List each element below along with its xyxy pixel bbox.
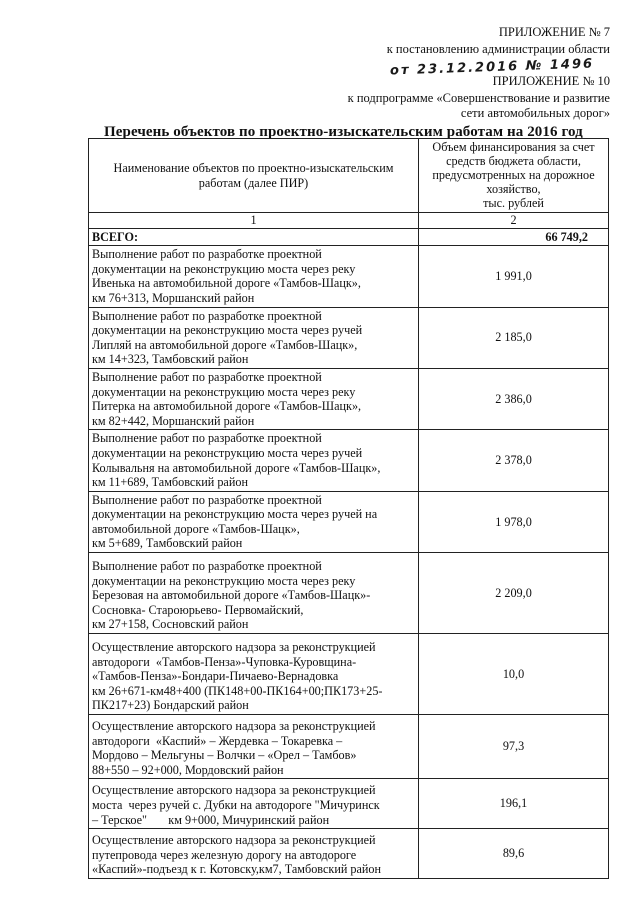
object-name-line: автодороги «Каспий» – Жердевка – Токаревка – <box>92 733 343 748</box>
objects-table <box>88 138 609 879</box>
object-name-line: Осуществление авторского надзора за реконструкцией <box>92 833 376 848</box>
object-name-line: 88+550 – 92+000, Мордовский район <box>92 762 284 777</box>
appendix-10-reference-line1: к подпрограмме «Совершенствование и развитие <box>347 91 610 105</box>
object-name-cell <box>89 491 419 552</box>
object-name-line: документации на реконструкцию моста через ручей <box>92 323 363 338</box>
page-title: Перечень объектов по проектно-изыскательским работам на 2016 год <box>104 124 583 140</box>
financing-value: 2 386,0 <box>419 368 609 429</box>
appendix-7-reference: к постановлению администрации области <box>386 42 610 56</box>
object-name-cell <box>89 634 419 715</box>
object-name-line: Осуществление авторского надзора за реконструкцией <box>92 640 376 655</box>
appendix-7-label: ПРИЛОЖЕНИЕ № 7 <box>498 25 610 39</box>
column-number-1: 1 <box>89 213 419 229</box>
financing-value: 1 991,0 <box>419 246 609 307</box>
object-name-line: км 26+671-км48+400 (ПК148+00-ПК164+00;ПК173+25- <box>92 683 383 698</box>
financing-header-line: тыс. рублей <box>483 196 544 210</box>
object-name-line: Выполнение работ по разработке проектной <box>92 559 322 574</box>
table-row <box>89 634 609 715</box>
table-body <box>89 246 609 879</box>
object-name-line: Выполнение работ по разработке проектной <box>92 308 322 323</box>
object-name-cell <box>89 553 419 634</box>
financing-value: 97,3 <box>419 715 609 779</box>
table-row <box>89 553 609 634</box>
financing-value: 196,1 <box>419 779 609 829</box>
object-name-line: документации на реконструкцию моста через реку <box>92 573 356 588</box>
total-label: ВСЕГО: <box>89 228 419 246</box>
financing-value: 10,0 <box>419 634 609 715</box>
object-name-line: автомобильной дороге «Тамбов-Шацк», <box>92 521 300 536</box>
object-name-line: автодороги «Тамбов-Пенза»-Чуповка-Куровщина- <box>92 654 357 669</box>
object-name-cell <box>89 307 419 368</box>
appendix-10-label: ПРИЛОЖЕНИЕ № 10 <box>492 74 610 88</box>
financing-value: 1 978,0 <box>419 491 609 552</box>
object-name-cell <box>89 779 419 829</box>
financing-value: 2 185,0 <box>419 307 609 368</box>
financing-header-line: Объем финансирования за счет <box>432 140 595 154</box>
object-name-cell <box>89 246 419 307</box>
object-name-line: Сосновка- Староюрьево- Первомайский, <box>92 602 304 617</box>
object-name-line: «Тамбов-Пенза»-Бондари-Пичаево-Вернадовка <box>92 669 339 684</box>
object-name-line: Выполнение работ по разработке проектной <box>92 492 322 507</box>
object-name-line: км 76+313, Моршанский район <box>92 290 255 305</box>
object-name-line: документации на реконструкцию моста через реку <box>92 261 356 276</box>
table-row <box>89 779 609 829</box>
object-name-line: Мордово – Мельгуны – Волчки – «Орел – Тамбов» <box>92 748 357 763</box>
object-name-line: Выполнение работ по разработке проектной <box>92 431 322 446</box>
object-name-line: путепровода через железную дорогу на автодороге <box>92 847 357 862</box>
financing-value: 2 209,0 <box>419 553 609 634</box>
object-name-cell <box>89 368 419 429</box>
object-name-line: км 27+158, Сосновский район <box>92 617 249 632</box>
object-name-cell <box>89 430 419 491</box>
object-name-line: Липляй на автомобильной дороге «Тамбов-Шацк», <box>92 337 358 352</box>
financing-value: 89,6 <box>419 829 609 879</box>
object-name-line: Выполнение работ по разработке проектной <box>92 247 322 262</box>
object-name-line: Березовая на автомобильной дороге «Тамбов-Шацк»- <box>92 588 371 603</box>
total-value: 66 749,2 <box>419 228 609 246</box>
object-name-line: Выполнение работ по разработке проектной <box>92 369 322 384</box>
object-name-cell <box>89 715 419 779</box>
table-row <box>89 829 609 879</box>
object-name-cell <box>89 829 419 879</box>
object-name-line: Колывальня на автомобильной дороге «Тамбов-Шацк», <box>92 460 381 475</box>
total-row <box>89 228 609 246</box>
table-row <box>89 430 609 491</box>
financing-header-line: предусмотренных на дорожное <box>432 168 595 182</box>
financing-header-line: средств бюджета области, <box>446 154 581 168</box>
object-name-line: км 5+689, Тамбовский район <box>92 536 243 551</box>
column-header-objects: Наименование объектов по проектно-изыскательским работам (далее ПИР) <box>89 139 419 213</box>
table-row <box>89 715 609 779</box>
object-name-line: км 82+442, Моршанский район <box>92 413 255 428</box>
column-header-financing <box>419 139 609 213</box>
object-name-line: документации на реконструкцию моста через ручей <box>92 445 363 460</box>
object-name-line: Осуществление авторского надзора за реконструкцией <box>92 783 376 798</box>
object-name-line: «Каспий»-подъезд к г. Котовску,км7, Тамбовский район <box>92 862 382 877</box>
object-name-line: моста через ручей с. Дубки на автодороге "Мичуринск <box>92 797 380 812</box>
handwritten-date-number: от 23.12.2016 № 1496 <box>389 56 595 79</box>
object-name-line: документации на реконструкцию моста через ручей на <box>92 507 378 522</box>
object-name-line: – Терское" км 9+000, Мичуринский район <box>92 812 330 827</box>
financing-value: 2 378,0 <box>419 430 609 491</box>
table-row <box>89 491 609 552</box>
object-name-line: Ивенька на автомобильной дороге «Тамбов-Шацк», <box>92 276 361 291</box>
table-header-row <box>89 139 609 213</box>
object-name-line: ПК217+23) Бондарский район <box>92 698 249 713</box>
table-row <box>89 368 609 429</box>
object-name-line: Питерка на автомобильной дороге «Тамбов-Шацк», <box>92 399 362 414</box>
column-number-row <box>89 213 609 229</box>
object-name-line: документации на реконструкцию моста через реку <box>92 384 356 399</box>
object-name-line: км 11+689, Тамбовский район <box>92 475 248 490</box>
table-row <box>89 246 609 307</box>
financing-header-line: хозяйство, <box>486 182 541 196</box>
table-row <box>89 307 609 368</box>
object-name-line: Осуществление авторского надзора за реконструкцией <box>92 719 376 733</box>
object-name-line: км 14+323, Тамбовский район <box>92 352 249 367</box>
appendix-10-reference-line2: сети автомобильных дорог» <box>460 106 610 120</box>
column-number-2: 2 <box>419 213 609 229</box>
